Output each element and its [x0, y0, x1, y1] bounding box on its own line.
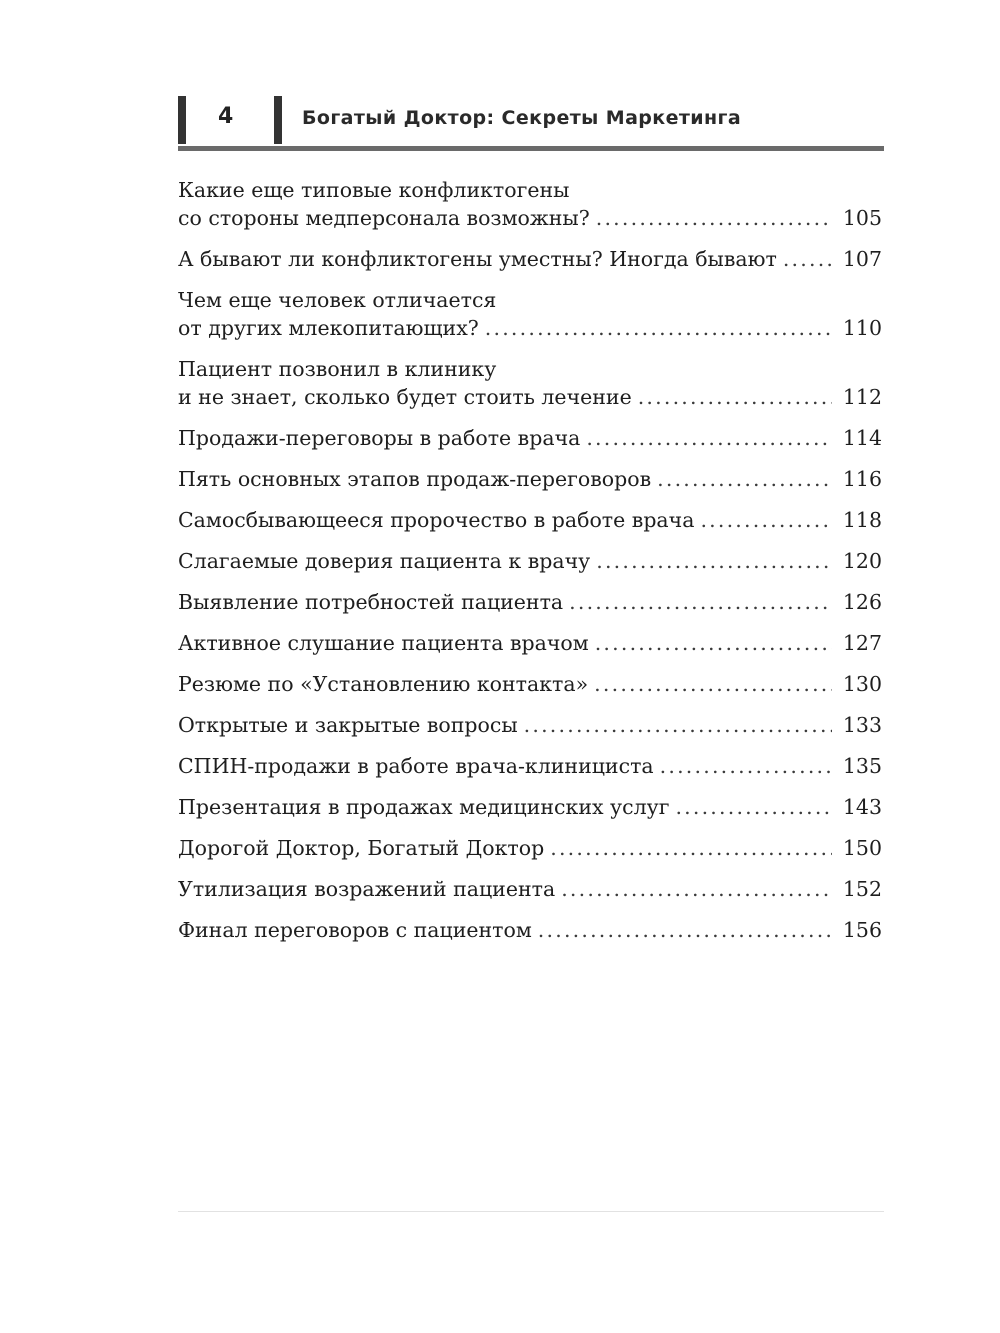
toc-entry-line — [178, 916, 882, 944]
toc-entry[interactable] — [178, 424, 882, 452]
toc-page-number: 143 — [842, 795, 882, 819]
toc-entry[interactable] — [178, 916, 882, 944]
header-left-bar — [178, 96, 186, 144]
toc-entry[interactable] — [178, 629, 882, 657]
toc-entry-title: Утилизация возражений пациента — [178, 877, 556, 901]
toc-page-number: 116 — [842, 467, 882, 491]
toc-entry-line — [178, 314, 882, 342]
toc-entry-title-line: Какие еще типовые конфликтогены — [178, 178, 570, 202]
toc-entry[interactable] — [178, 547, 882, 575]
toc-page-number: 114 — [842, 426, 882, 450]
toc-entry-title: от других млекопитающих? — [178, 316, 479, 340]
toc-page-number: 112 — [842, 385, 882, 409]
toc-entry-title: Продажи-переговоры в работе врача — [178, 426, 581, 450]
toc-page-number: 152 — [842, 877, 882, 901]
toc-dot-leader — [700, 506, 832, 534]
toc-dot-leader — [550, 834, 832, 862]
toc-dot-leader — [638, 383, 832, 411]
toc-entry-title: Резюме по «Установлению контакта» — [178, 672, 589, 696]
book-title: Богатый Доктор: Секреты Маркетинга — [302, 107, 742, 129]
toc-entry-title: А бывают ли конфликтогены уместны? Иногда бывают — [178, 247, 777, 271]
toc-page-number: 156 — [842, 918, 882, 942]
toc-dot-leader — [596, 204, 832, 232]
toc-dot-leader — [596, 547, 832, 575]
toc-entry[interactable] — [178, 752, 882, 780]
toc-entry-title: Самосбывающееся пророчество в работе врача — [178, 508, 695, 532]
toc-entry[interactable] — [178, 176, 882, 232]
table-of-contents — [178, 176, 882, 957]
toc-entry-line — [178, 245, 882, 273]
toc-page-number: 150 — [842, 836, 882, 860]
toc-entry-title: со стороны медперсонала возможны? — [178, 206, 590, 230]
toc-entry[interactable] — [178, 711, 882, 739]
toc-entry-line — [178, 383, 882, 411]
toc-dot-leader — [675, 793, 832, 821]
toc-dot-leader — [569, 588, 832, 616]
toc-page-number: 118 — [842, 508, 882, 532]
toc-dot-leader — [524, 711, 832, 739]
toc-page-number: 120 — [842, 549, 882, 573]
toc-dot-leader — [657, 465, 832, 493]
toc-entry-line — [178, 629, 882, 657]
toc-entry[interactable] — [178, 793, 882, 821]
toc-dot-leader — [783, 245, 832, 273]
toc-entry-line — [178, 875, 882, 903]
toc-entry-line — [178, 670, 882, 698]
toc-entry-line — [178, 506, 882, 534]
toc-page-number: 127 — [842, 631, 882, 655]
toc-entry-title: Выявление потребностей пациента — [178, 590, 564, 614]
toc-dot-leader — [660, 752, 832, 780]
toc-entry-line — [178, 711, 882, 739]
toc-dot-leader — [594, 670, 832, 698]
toc-dot-leader — [595, 629, 832, 657]
toc-entry-title: и не знает, сколько будет стоить лечение — [178, 385, 632, 409]
toc-entry[interactable] — [178, 875, 882, 903]
toc-entry-line — [178, 834, 882, 862]
toc-entry-line — [178, 204, 882, 232]
toc-entry[interactable] — [178, 670, 882, 698]
toc-dot-leader — [561, 875, 832, 903]
toc-entry[interactable] — [178, 588, 882, 616]
header-divider-bar — [274, 96, 282, 144]
toc-dot-leader — [538, 916, 832, 944]
toc-entry[interactable] — [178, 286, 882, 342]
toc-entry-line — [178, 588, 882, 616]
toc-entry-title: СПИН-продажи в работе врача-клинициста — [178, 754, 654, 778]
toc-entry-title: Презентация в продажах медицинских услуг — [178, 795, 670, 819]
toc-entry-line — [178, 547, 882, 575]
page-header — [178, 96, 884, 144]
page-number: 4 — [218, 104, 234, 129]
toc-page-number: 107 — [842, 247, 882, 271]
toc-entry-title: Финал переговоров с пациентом — [178, 918, 532, 942]
toc-entry-title: Дорогой Доктор, Богатый Доктор — [178, 836, 545, 860]
toc-page-number: 133 — [842, 713, 882, 737]
toc-dot-leader — [485, 314, 832, 342]
toc-entry-title-line: Пациент позвонил в клинику — [178, 357, 497, 381]
toc-page-number: 105 — [842, 206, 882, 230]
toc-entry[interactable] — [178, 355, 882, 411]
toc-entry-title-line: Чем еще человек отличается — [178, 288, 497, 312]
toc-entry[interactable] — [178, 834, 882, 862]
toc-page-number: 126 — [842, 590, 882, 614]
toc-entry-line — [178, 424, 882, 452]
toc-entry[interactable] — [178, 465, 882, 493]
toc-page-number: 110 — [842, 316, 882, 340]
toc-entry-title: Слагаемые доверия пациента к врачу — [178, 549, 591, 573]
toc-entry-title: Пять основных этапов продаж-переговоров — [178, 467, 652, 491]
header-rule — [178, 146, 884, 151]
toc-entry-line — [178, 465, 882, 493]
toc-entry-line — [178, 752, 882, 780]
toc-entry[interactable] — [178, 506, 882, 534]
toc-entry-line — [178, 793, 882, 821]
footer-rule — [178, 1211, 884, 1212]
toc-page-number: 135 — [842, 754, 882, 778]
toc-dot-leader — [586, 424, 832, 452]
toc-page-number: 130 — [842, 672, 882, 696]
toc-entry-title: Открытые и закрытые вопросы — [178, 713, 518, 737]
toc-entry[interactable] — [178, 245, 882, 273]
toc-entry-title: Активное слушание пациента врачом — [178, 631, 589, 655]
